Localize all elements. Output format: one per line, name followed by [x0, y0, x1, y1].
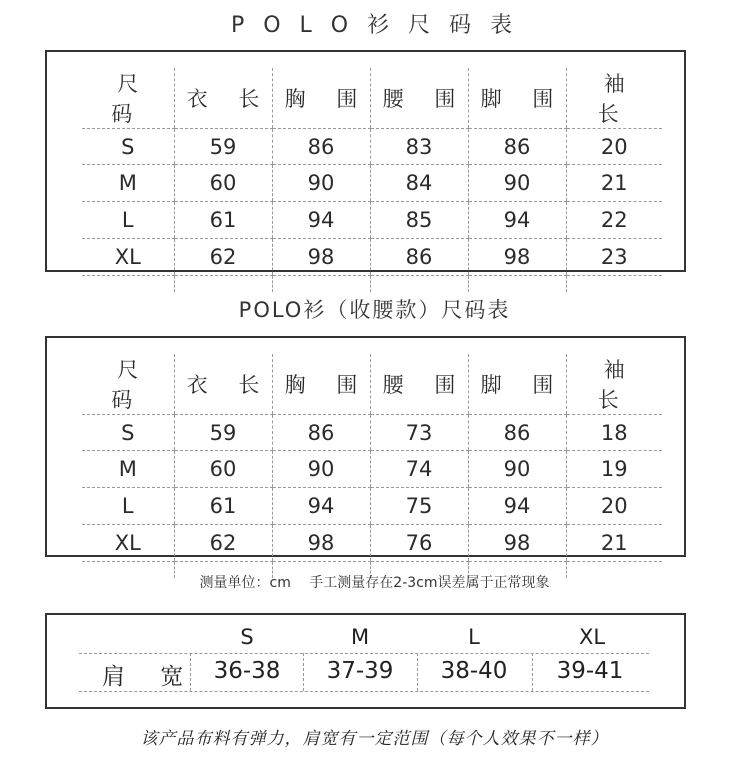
table-row [82, 239, 662, 276]
fitted-size-chart-box [45, 336, 686, 557]
cell-chest: 98 [272, 239, 370, 276]
shoulder-value-s: 36-38 [213, 658, 281, 684]
shoulder-col-divider [303, 653, 304, 691]
cell-hem: 86 [468, 415, 566, 451]
cell-size: S [82, 415, 174, 451]
header-sleeve: 袖 长 [566, 354, 662, 415]
cell-chest: 86 [272, 415, 370, 451]
shoulder-value-m: 37-39 [326, 658, 394, 684]
cell-length: 62 [174, 525, 272, 562]
table-row [82, 415, 662, 451]
cell-hem: 90 [468, 165, 566, 202]
cell-waist: 85 [370, 202, 468, 239]
header-chest: 胸 围 [272, 354, 370, 415]
cell-size: XL [82, 239, 174, 276]
cell-sleeve: 20 [566, 488, 662, 525]
cell-length: 61 [174, 202, 272, 239]
cell-hem: 94 [468, 202, 566, 239]
shoulder-value-l: 38-40 [440, 658, 508, 684]
header-size: 尺 码 [82, 68, 174, 129]
cell-size: XL [82, 525, 174, 562]
fitted-size-chart-title: POLO衫（收腰款）尺码表 [238, 298, 511, 322]
table-row [82, 129, 662, 165]
table-row [82, 525, 662, 562]
cell-waist: 73 [370, 415, 468, 451]
cell-sleeve: 22 [566, 202, 662, 239]
shoulder-value-xl: 39-41 [556, 658, 624, 684]
header-waist: 腰 围 [370, 68, 468, 129]
header-sleeve: 袖 长 [566, 68, 662, 129]
header-chest: 胸 围 [272, 68, 370, 129]
shoulder-divider-bottom [79, 691, 649, 692]
shoulder-divider-top [79, 653, 649, 654]
cell-size: S [82, 129, 174, 165]
cell-length: 59 [174, 129, 272, 165]
table-row [82, 165, 662, 202]
cell-waist: 76 [370, 525, 468, 562]
cell-chest: 94 [272, 202, 370, 239]
cell-sleeve: 19 [566, 451, 662, 488]
table-header-row [82, 354, 662, 415]
header-hem: 脚 围 [468, 354, 566, 415]
shoulder-size-s: S [240, 625, 254, 649]
cell-hem: 98 [468, 239, 566, 276]
cell-hem: 94 [468, 488, 566, 525]
cell-sleeve: 21 [566, 525, 662, 562]
table-row [82, 451, 662, 488]
cell-length: 61 [174, 488, 272, 525]
table-header-row [82, 68, 662, 129]
cell-waist: 83 [370, 129, 468, 165]
measurement-note: 测量单位：cm 手工测量存在2-3cm误差属于正常现象 [199, 575, 550, 591]
size-chart-box [45, 50, 686, 272]
shoulder-size-xl: XL [578, 625, 606, 649]
cell-hem: 90 [468, 451, 566, 488]
cell-length: 62 [174, 239, 272, 276]
cell-chest: 86 [272, 129, 370, 165]
header-length: 衣 长 [174, 354, 272, 415]
size-chart-table [82, 68, 662, 292]
shoulder-col-divider [532, 653, 533, 691]
shoulder-width-box [45, 613, 686, 709]
cell-sleeve: 21 [566, 165, 662, 202]
cell-length: 60 [174, 165, 272, 202]
shoulder-width-label: 肩 宽 [102, 664, 198, 690]
cell-hem: 86 [468, 129, 566, 165]
cell-length: 59 [174, 415, 272, 451]
header-waist: 腰 围 [370, 354, 468, 415]
cell-chest: 90 [272, 165, 370, 202]
cell-chest: 98 [272, 525, 370, 562]
shoulder-col-divider [190, 653, 191, 691]
cell-sleeve: 18 [566, 415, 662, 451]
header-hem: 脚 围 [468, 68, 566, 129]
cell-chest: 94 [272, 488, 370, 525]
table-spacer-row [82, 276, 662, 293]
cell-sleeve: 20 [566, 129, 662, 165]
cell-sleeve: 23 [566, 239, 662, 276]
cell-size: M [82, 165, 174, 202]
shoulder-col-divider [417, 653, 418, 691]
cell-waist: 74 [370, 451, 468, 488]
cell-waist: 75 [370, 488, 468, 525]
cell-hem: 98 [468, 525, 566, 562]
fitted-size-chart-table [82, 354, 662, 578]
cell-waist: 86 [370, 239, 468, 276]
cell-size: L [82, 202, 174, 239]
table-row [82, 488, 662, 525]
fabric-elasticity-note: 该产品布料有弹力，肩宽有一定范围（每个人效果不一样） [140, 729, 609, 749]
cell-size: L [82, 488, 174, 525]
table-row [82, 202, 662, 239]
shoulder-size-l: L [468, 625, 480, 649]
cell-waist: 84 [370, 165, 468, 202]
cell-length: 60 [174, 451, 272, 488]
header-length: 衣 长 [174, 68, 272, 129]
header-size: 尺 码 [82, 354, 174, 415]
shoulder-size-m: M [350, 625, 370, 649]
size-chart-title: P O L O 衫 尺 码 表 [230, 13, 519, 38]
cell-chest: 90 [272, 451, 370, 488]
cell-size: M [82, 451, 174, 488]
